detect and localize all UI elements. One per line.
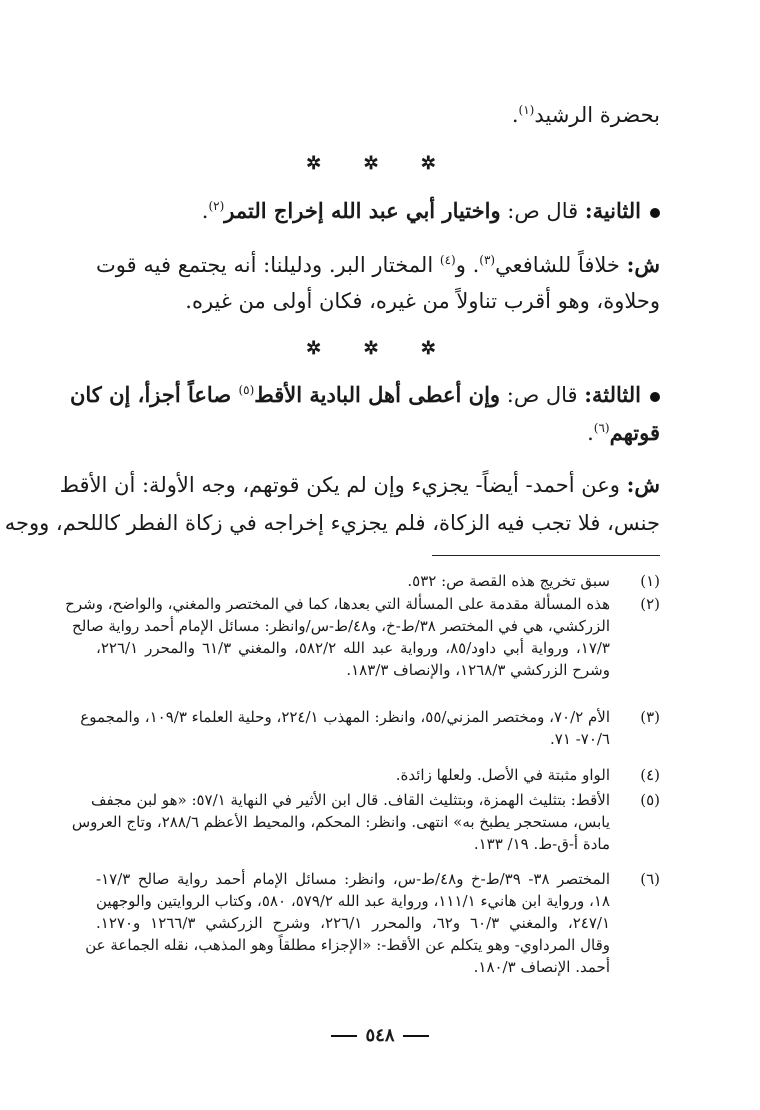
heading-end: . xyxy=(587,421,594,445)
footnote xyxy=(85,868,660,978)
footnote-line: الواو مثبتة في الأصل. ولعلها زائدة. xyxy=(395,766,610,784)
masala-statement: وإن أعطى أهل البادية الأقط xyxy=(254,382,501,407)
footnote-line: يابس، مستحجر يطبخ به» انتهى. وانظر: المحكم، والمحيط الأعظم ٢٨٨/٦، وتاج العروس xyxy=(71,813,610,831)
footnote-line: أحمد. الإنصاف ١٨٠/٣. xyxy=(473,958,610,976)
footnote xyxy=(71,789,660,855)
sharh-text: وحلاوة، وهو أقرب تناولاً من غيره، فكان أولى من غيره. xyxy=(185,289,660,313)
masala-label: الثانية: xyxy=(584,198,641,223)
masala-label: الثالثة: xyxy=(584,382,641,407)
footnote-line: المختصر ٣٨- ٣٩/ط-خ و٤٨/ط-س، وانظر: مسائل الإمام أحمد رواية صالح ١٧/٣- xyxy=(96,870,610,888)
footnote-line: وقال المرداوي- وهو يتكلم عن الأقط-: «الإجزاء مطلقاً وهو المذهب، نقله الجماعة عن xyxy=(85,936,610,954)
footnote xyxy=(96,764,660,786)
masala-statement: قوتهم xyxy=(609,420,660,445)
intro-text: بحضرة الرشيد xyxy=(534,103,660,127)
footnote-line: مادة أ-ق-ط. ١٩/ ١٣٣. xyxy=(473,835,610,853)
footnote-line: هذه المسألة مقدمة على المسألة التي بعدها، كما في المختصر والمغني، والواضح، وشرح xyxy=(65,595,610,613)
footnote-ref[interactable]: (٤) xyxy=(439,253,456,267)
footnote-number: (٤) xyxy=(640,766,660,784)
footnote-ref[interactable]: (٢) xyxy=(208,199,225,213)
qal-label: قال ص: xyxy=(506,383,578,407)
dash-decoration xyxy=(403,1035,429,1037)
sharh-text: وعن أحمد- أيضاً- يجزيء وإن لم يكن قوتهم، وجه الأولة: أن الأقط xyxy=(59,473,620,497)
footnote-line: ١٧/٣، ورواية أبي داود/٨٥، ورواية عبد الله ٥٨٢/٢، والمغني ٦١/٣ والمحرر ٢٢٦/١، xyxy=(96,639,610,657)
footnote-number: (٦) xyxy=(640,870,660,888)
footnote-ref[interactable]: (٥) xyxy=(238,383,255,397)
sharh-text: خلافاً للشافعي xyxy=(495,253,620,277)
footnote-line: الزركشي، هي في المختصر ٣٨/ط-خ، و٤٨/ط-س/وانظر: مسائل الإمام أحمد رواية صالح xyxy=(72,617,610,635)
sharh-label: ش: xyxy=(626,252,661,277)
intro-end: . xyxy=(511,103,519,127)
footnote-number: (٥) xyxy=(640,791,660,809)
footnote-line: الأم ٧٠/٢، ومختصر المزني/٥٥، وانظر: المهذب ٢٢٤/١، وحلية العلماء ١٠٩/٣، والمجموع xyxy=(80,708,610,726)
heading-end: . xyxy=(201,199,209,223)
footnote xyxy=(80,706,660,750)
footnote-line: سبق تخريج هذه القصة ص: ٥٣٢. xyxy=(407,572,610,590)
sharh-text: المختار البر. ودليلنا: أنه يجتمع فيه قوت xyxy=(96,253,440,277)
masala-statement: صاعاً أجزأ، إن كان xyxy=(69,382,239,407)
sharh-label: ش: xyxy=(626,472,660,497)
dash-decoration xyxy=(331,1035,357,1037)
footnote-line: وشرح الزركشي ١٢٦٨/٣، والإنصاف ١٨٣/٣. xyxy=(346,661,610,679)
footnote-divider xyxy=(432,555,660,556)
footnote-line: ١٨، ورواية ابن هانيء ١١١/١، ورواية عبد الله ٥٧٩/٢، ٥٨٠، وكتاب الروايتين والوجهين xyxy=(96,892,610,910)
footnote-ref[interactable]: (٣) xyxy=(479,253,496,267)
page-number xyxy=(0,1025,760,1046)
bullet-icon xyxy=(650,208,660,218)
footnote-number: (٣) xyxy=(640,708,660,726)
footnote-number: (١) xyxy=(640,572,660,590)
footnote-line: ٢٤٧/١، والمغني ٦٠/٣ و٦٢، والمحرر ٢٢٦/١، وشرح الزركشي ١٢٦٦/٣ و١٢٧٠. xyxy=(96,914,611,932)
footnote-line: ٧٠/٦- ٧١. xyxy=(550,730,610,748)
footnote xyxy=(65,593,660,681)
footnote-number: (٢) xyxy=(640,595,660,613)
bullet-icon xyxy=(650,392,660,402)
masala-statement: واختيار أبي عبد الله إخراج التمر xyxy=(224,198,501,223)
sharh-text: جنس، فلا تجب فيه الزكاة، فلم يجزيء إخراجه في زكاة الفطر كاللحم، ووجه xyxy=(4,511,660,535)
sharh-text: . و xyxy=(455,253,480,277)
qal-label: قال ص: xyxy=(507,199,579,223)
page-number-text: ٥٤٨ xyxy=(365,1025,395,1046)
footnote xyxy=(96,570,660,592)
footnote-ref[interactable]: (٦) xyxy=(593,421,610,435)
section-separator: ✲ ✲ ✲ xyxy=(306,338,454,359)
section-separator: ✲ ✲ ✲ xyxy=(306,153,454,174)
footnote-ref[interactable]: (١) xyxy=(518,103,535,117)
footnote-line: الأقط: بتثليث الهمزة، وبتثليث القاف. قال ابن الأثير في النهاية ٥٧/١: «هو لبن مجفف xyxy=(90,791,610,809)
